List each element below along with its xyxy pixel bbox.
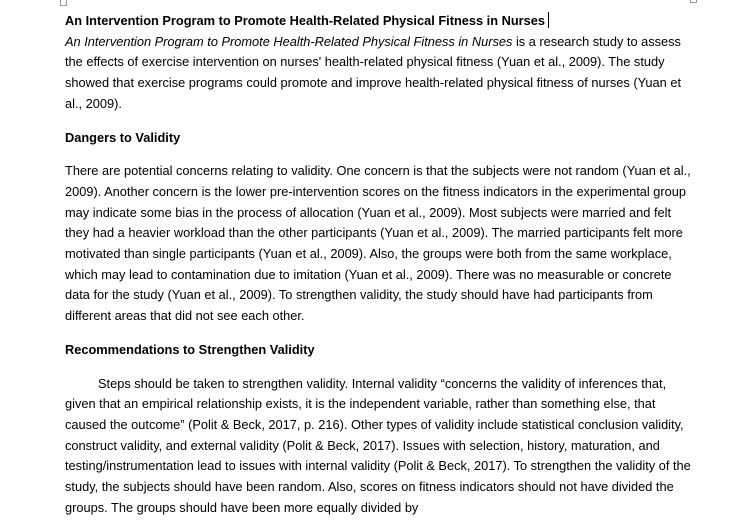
text-cursor [548,12,549,28]
document-title-line [65,11,693,32]
paragraph-spacing [65,361,693,374]
intro-italic-title: An Intervention Program to Promote Health-Related Physical Fitness in Nurses [65,33,513,49]
intro-text: is a research study to assess the effects of exercise intervention on nurses' health-related physical fitness (Yuan et al., 2009). The study showed that exercise programs could promote and improve health-related physical fitness of nurses (Yuan et al., 2009). [65,33,681,111]
crop-mark-top-right [690,0,697,3]
document-title: An Intervention Program to Promote Health-Related Physical Fitness in Nurses [65,13,545,28]
section-body-recommendations: Steps should be taken to strengthen validity. Internal validity “concerns the validity of inferences that, given that an empirical relationship exists, it is the independent variable, rather than something else, that caused the outcome” (Polit & Beck, 2017, p. 216). Other types of validity include statistical conclusion validity, construct validity, and external validity (Polit & Beck, 2017). Issues with selection, history, maturation, and testing/instrumentation lead to issues with internal validity (Polit & Beck, 2017). To strengthen the validity of the study, the subjects should have been random. Also, scores on fitness indicators should not have divided the groups. The groups should have been more equally divided by [65,375,691,515]
paragraph-spacing [65,327,693,340]
document-body[interactable] [65,11,693,518]
paragraph-spacing [65,148,693,161]
section-body-dangers: There are potential concerns relating to validity. One concern is that the subjects were not random (Yuan et al., 2009). Another concern is the lower pre-intervention scores on the fitness indicators in the experimental group may indicate some bias in the process of allocation (Yuan et al., 2009). Most subjects were married and felt they had a heavier workload than the other participants (Yuan et al., 2009). The married participants felt more motivated than single participants (Yuan et al., 2009). Also, the groups were both from the same workplace, which may lead to contamination due to imitation (Yuan et al., 2009). There was no measurable or concrete data for the study (Yuan et al., 2009). To strengthen validity, the study should have had participants from different areas that did not see each other. [65,163,691,324]
intro-paragraph [65,32,693,115]
paragraph-spacing [65,115,693,128]
section-heading-dangers: Dangers to Validity [65,129,181,145]
crop-mark-top-left [60,0,67,6]
section-heading-recommendations: Recommendations to Strengthen Validity [65,341,315,357]
